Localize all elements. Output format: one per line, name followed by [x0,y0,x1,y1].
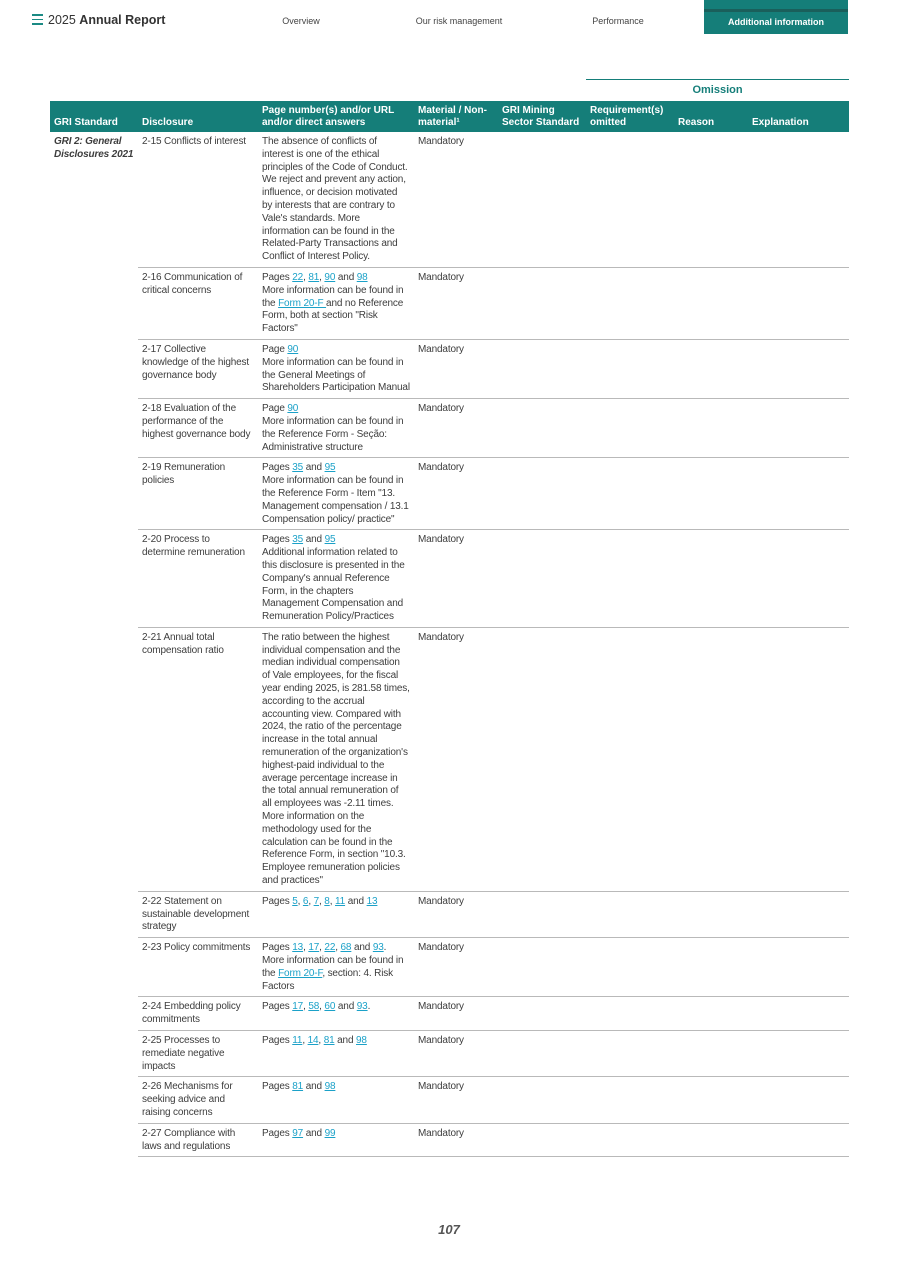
explanation-cell [748,132,849,267]
mining-sector-cell [498,997,586,1031]
answer-cell [258,997,414,1031]
answer-text: and [303,462,325,474]
explanation-cell [748,627,849,891]
table-row [50,1031,849,1077]
page-link[interactable]: 35 [292,462,304,474]
answer-text: , [302,1035,308,1046]
mining-sector-cell [498,1123,586,1157]
page-link[interactable]: 97 [292,1127,304,1139]
explanation-cell [748,458,849,530]
answer-text: and no Reference Form, both at section "Risk Factors" [262,297,404,335]
page-link[interactable]: 93 [372,942,384,954]
page-link[interactable]: 60 [324,1001,336,1013]
page-link[interactable]: 99 [324,1127,336,1139]
page-link[interactable]: 22 [324,942,336,954]
answer-cell [258,458,414,530]
disclosure-cell: 2-21 Annual total compensation ratio [138,627,258,891]
reason-cell [674,132,748,267]
answer-text: and [335,1001,357,1013]
answer-text: and [334,1035,357,1046]
disclosure-cell: 2-18 Evaluation of the performance of the highest governance body [138,399,258,458]
page-link[interactable]: 14 [307,1035,319,1046]
requirements-omitted-cell [586,399,674,458]
requirements-omitted-cell [586,530,674,628]
answer-text: and [351,942,373,954]
page-link[interactable]: 6 [302,895,309,907]
material-cell: Mandatory [414,267,498,339]
answer-text: Pages [262,271,293,283]
reason-cell [674,997,748,1031]
table-row [50,132,849,267]
mining-sector-cell [498,938,586,997]
disclosure-cell: 2-22 Statement on sustainable development strategy [138,891,258,937]
col-mining-sector: GRI Mining Sector Standard [498,101,586,132]
answer-text: More information can be found in the Reference Form - Seção: Administrative structure [262,415,404,453]
answer-text: , [308,895,314,907]
omission-heading: Omission [692,84,743,96]
material-cell: Mandatory [414,891,498,937]
answer-cell [258,627,414,891]
material-cell: Mandatory [414,1123,498,1157]
answer-text: , [303,942,309,954]
page-link[interactable]: 95 [324,534,336,546]
answer-text: , [318,1035,324,1046]
col-disclosure: Disclosure [138,101,258,132]
answer-text: More information can be found in the Reference Form - Item "13. Management compensation / 13.1 Compensation policy/ practice" [262,475,409,525]
col-explanation: Explanation [748,101,849,132]
answer-cell [258,1031,414,1077]
answer-text: The absence of conflicts of interest is one of the ethical principles of the Code of Conduct. We reject and prevent any action, influence, or decision motivated by interests that are contrary to Vale's standards. More information can be found in the Related-Party Transactions and Conflict of Interest Policy. [262,136,408,263]
col-gri-standard: GRI Standard [50,101,138,132]
requirements-omitted-cell [586,1077,674,1123]
requirements-omitted-cell [586,267,674,339]
report-logo[interactable] [48,13,165,27]
mining-sector-cell [498,132,586,267]
material-cell: Mandatory [414,627,498,891]
table-row [50,891,849,937]
table-row [50,458,849,530]
reason-cell [674,530,748,628]
mining-sector-cell [498,1077,586,1123]
tab-additional-information[interactable]: Additional information [704,9,848,34]
page-link[interactable]: 8 [324,895,330,907]
explanation-cell [748,399,849,458]
page-link[interactable]: 90 [324,271,336,283]
answer-text: . More information can be found in the [262,942,404,979]
reason-cell [674,1031,748,1077]
tab-overview[interactable]: Overview [282,16,320,26]
reason-cell [674,267,748,339]
table-row [50,530,849,628]
answer-text: Pages [262,895,293,907]
answer-text: Page [262,343,288,355]
answer-cell [258,132,414,267]
answer-cell [258,399,414,458]
answer-text: , [303,1001,309,1013]
table-row [50,267,849,339]
explanation-cell [748,267,849,339]
answer-text: More information can be found in the [262,284,404,309]
page-link[interactable]: 98 [356,271,368,283]
reason-cell [674,1123,748,1157]
disclosure-cell: 2-20 Process to determine remuneration [138,530,258,628]
page-link[interactable]: 90 [287,343,299,355]
page-link[interactable]: 7 [313,895,320,907]
page-link[interactable]: 35 [292,534,304,546]
material-cell: Mandatory [414,1077,498,1123]
answer-text: , [335,942,341,954]
requirements-omitted-cell [586,339,674,398]
answer-cell [258,530,414,628]
table-body [50,132,849,1157]
gri-standard-cell: GRI 2: General Disclosures 2021 [54,136,134,160]
answer-text: , [319,942,325,954]
page-link[interactable]: 5 [292,895,298,907]
answer-text: and [345,895,367,907]
active-tab-indicator [704,0,848,9]
page-number: 107 [438,1222,460,1237]
requirements-omitted-cell [586,627,674,891]
disclosure-cell: 2-19 Remuneration policies [138,458,258,530]
table-row [50,399,849,458]
disclosure-cell: 2-15 Conflicts of interest [138,132,258,267]
answer-text: Pages [262,1035,293,1046]
col-reason: Reason [674,101,748,132]
logo-title: Annual Report [79,13,166,27]
page-link[interactable]: 17 [308,942,320,954]
disclosure-cell: 2-24 Embedding policy commitments [138,997,258,1031]
table-row [50,938,849,997]
tab-performance[interactable]: Performance [592,16,644,26]
page-link[interactable]: 98 [324,1081,336,1093]
answer-text: , section: 4. Risk Factors [262,967,393,992]
answer-text: , [319,271,325,283]
answer-cell [258,1077,414,1123]
table-row [50,627,849,891]
table-row [50,1077,849,1123]
material-cell: Mandatory [414,339,498,398]
logo-year: 2025 [48,13,76,27]
mining-sector-cell [498,339,586,398]
top-navigation [0,0,898,40]
mining-sector-cell [498,1031,586,1077]
page-link[interactable]: 90 [287,403,299,415]
disclosure-cell: 2-16 Communication of critical concerns [138,267,258,339]
page-link[interactable]: 81 [292,1081,304,1093]
answer-cell [258,339,414,398]
page-link[interactable]: 93 [356,1001,368,1013]
answer-cell [258,267,414,339]
answer-text: More information can be found in the General Meetings of Shareholders Participation Manual [262,356,410,394]
table-row [50,339,849,398]
reason-cell [674,458,748,530]
disclosure-cell: 2-23 Policy commitments [138,938,258,997]
reason-cell [674,1077,748,1123]
reason-cell [674,339,748,398]
material-cell: Mandatory [414,458,498,530]
answer-text: , [303,271,309,283]
table-header-row [50,101,849,132]
answer-text: Pages [262,942,293,954]
page-link[interactable]: 95 [324,462,336,474]
requirements-omitted-cell [586,997,674,1031]
page-link[interactable]: 11 [334,895,346,907]
material-cell: Mandatory [414,938,498,997]
answer-text: Pages [262,462,293,474]
table-row [50,1123,849,1157]
requirements-omitted-cell [586,938,674,997]
material-cell: Mandatory [414,132,498,267]
answer-text: , [329,895,335,907]
col-page-numbers: Page number(s) and/or URL and/or direct answers [258,101,414,132]
reason-cell [674,627,748,891]
omission-divider [586,79,849,80]
explanation-cell [748,1123,849,1157]
mining-sector-cell [498,458,586,530]
material-cell: Mandatory [414,399,498,458]
answer-cell [258,1123,414,1157]
menu-icon[interactable] [32,14,43,25]
explanation-cell [748,938,849,997]
answer-text: and [303,1081,325,1093]
answer-text: and [303,534,325,546]
answer-text: and [335,271,357,283]
answer-text: , [319,1001,325,1013]
page-link[interactable]: 58 [308,1001,320,1013]
explanation-cell [748,339,849,398]
page-link[interactable]: 81 [323,1035,335,1046]
mining-sector-cell [498,399,586,458]
disclosure-cell: 2-27 Compliance with laws and regulations [138,1123,258,1157]
page-link[interactable]: 17 [292,1001,304,1013]
requirements-omitted-cell [586,1031,674,1077]
answer-text: Page [262,403,288,415]
requirements-omitted-cell [586,1123,674,1157]
disclosure-cell: 2-26 Mechanisms for seeking advice and raising concerns [138,1077,258,1123]
explanation-cell [748,1077,849,1123]
explanation-cell [748,1031,849,1077]
table-row [50,997,849,1031]
page-link[interactable]: 68 [340,942,352,954]
gri-content-index-table [50,101,849,1157]
col-material: Material / Non-material¹ [414,101,498,132]
answer-text: Pages [262,1001,293,1013]
page-link[interactable]: 11 [292,1035,303,1046]
material-cell: Mandatory [414,1031,498,1077]
answer-text: The ratio between the highest individual compensation and the median individual compensation of Vale employees, for the fiscal year ending 2025, is 281.58 times, according to the accrual accounting view. Compared with 2024, the ratio of the percentage increase in the total annual remuneration of the organization's highest-paid individual to the average percentage increase in the total annual remuneration of all employees was -2.11 times. More information on the methodology used for the calculation can be found in the Reference Form, in section "10.3. Employee remuneration policies and practices" [262,631,410,887]
tab-risk-management[interactable]: Our risk management [415,16,503,26]
material-cell: Mandatory [414,997,498,1031]
requirements-omitted-cell [586,132,674,267]
page-link[interactable]: 98 [356,1035,367,1046]
disclosure-cell: 2-17 Collective knowledge of the highest governance body [138,339,258,398]
answer-text: , [319,895,325,907]
page-link[interactable]: 22 [292,271,304,283]
page-link[interactable]: 13 [292,942,304,954]
explanation-cell [748,891,849,937]
mining-sector-cell [498,530,586,628]
answer-text: Pages [262,1081,293,1093]
answer-cell [258,938,414,997]
answer-text: Pages [262,534,293,546]
material-cell: Mandatory [414,530,498,628]
disclosure-cell: 2-25 Processes to remediate negative impacts [138,1031,258,1077]
page-link[interactable]: 81 [308,271,320,283]
reason-cell [674,399,748,458]
mining-sector-cell [498,267,586,339]
page-link[interactable]: 13 [366,895,378,907]
answer-text: Additional information related to this disclosure is presented in the Company's annual Reference Form, in the chapters Management Compensation and Remuneration Policy/Practices [262,547,405,623]
answer-cell [258,891,414,937]
form-20f-link[interactable]: Form 20-F [278,297,327,309]
answer-text: . [367,1001,371,1013]
form-20f-link[interactable]: Form 20-F [278,967,323,979]
answer-text: and [303,1127,325,1139]
reason-cell [674,891,748,937]
requirements-omitted-cell [586,458,674,530]
reason-cell [674,938,748,997]
answer-text: Pages [262,1127,293,1139]
mining-sector-cell [498,891,586,937]
explanation-cell [748,997,849,1031]
answer-text: , [297,895,303,907]
mining-sector-cell [498,627,586,891]
requirements-omitted-cell [586,891,674,937]
col-requirements-omitted: Requirement(s) omitted [586,101,674,132]
explanation-cell [748,530,849,628]
